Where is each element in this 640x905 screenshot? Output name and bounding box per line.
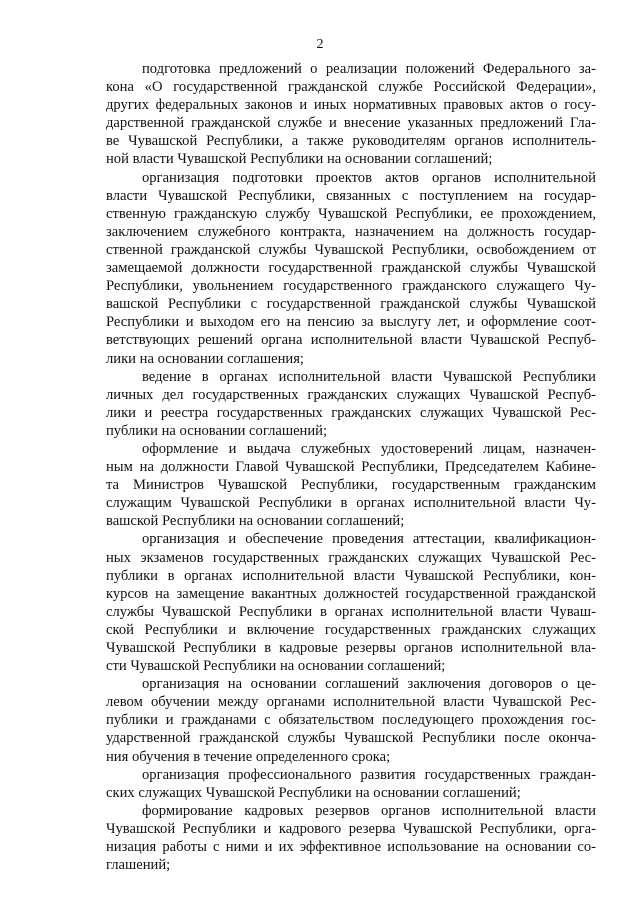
text-line: ным на должности Главой Чувашской Республики, Председателем Кабине- bbox=[106, 459, 596, 476]
text-line: ских служащих Чувашской Республики на основании соглашений; bbox=[106, 784, 521, 801]
text-line: курсов на замещение вакантных должностей государственной гражданской bbox=[106, 585, 596, 602]
text-line: сти Чувашской Республики на основании соглашений; bbox=[106, 658, 446, 675]
text-line: личных дел государственных гражданских служащих Чувашской Респуб- bbox=[106, 386, 596, 403]
paragraph bbox=[106, 368, 596, 440]
text-line: организация и обеспечение проведения аттестации, квалификацион- bbox=[142, 531, 596, 548]
text-line: Республики, увольнением государственного гражданского служащего Чу- bbox=[106, 278, 596, 295]
text-line: Чувашской Республики в кадровые резервы органов исполнительной вла- bbox=[106, 640, 596, 656]
paragraph bbox=[106, 60, 596, 169]
text-line: кона «О государственной гражданской службе Российской Федерации», bbox=[106, 79, 596, 96]
text-line: публики на основании соглашений; bbox=[106, 422, 328, 439]
paragraph bbox=[106, 169, 596, 368]
text-line: ных экзаменов государственных гражданских служащих Чувашской Рес- bbox=[106, 549, 596, 566]
text-line: ственной гражданской службы Чувашской Республики, освобождением от bbox=[106, 241, 596, 258]
text-line: левом обучении между органами исполнительной власти Чувашской Рес- bbox=[106, 694, 596, 711]
text-line: ве Чувашской Республики, а также руководителям органов исполнитель- bbox=[106, 133, 596, 150]
text-line: власти Чувашской Республики, связанных с поступлением на государ- bbox=[106, 187, 596, 204]
page-number: 2 bbox=[316, 37, 324, 52]
paragraph bbox=[106, 530, 596, 675]
paragraph bbox=[106, 766, 596, 802]
text-line: организация подготовки проектов актов органов исполнительной bbox=[142, 169, 596, 186]
text-line: низация работы с ними и их эффективное использование на основании со- bbox=[106, 839, 596, 856]
text-line: организация профессионального развития государственных граждан- bbox=[142, 766, 596, 783]
document-body bbox=[106, 60, 596, 874]
text-line: службы Чувашской Республики в органах исполнительной власти Чуваш- bbox=[106, 603, 596, 620]
text-line: дарственной гражданской службе и внесение указанных предложений Гла- bbox=[106, 115, 596, 132]
text-line: глашений; bbox=[106, 857, 171, 874]
text-line: та Министров Чувашской Республики, государственным гражданским bbox=[106, 477, 596, 494]
text-line: ной власти Чувашской Республики на основании соглашений; bbox=[106, 151, 493, 168]
text-line: ударственной гражданской службы Чувашской Республики после оконча- bbox=[106, 730, 596, 747]
text-line: ведение в органах исполнительной власти Чувашской Республики bbox=[142, 368, 596, 385]
text-line: других федеральных законов и иных нормативных правовых актов о госу- bbox=[106, 97, 596, 114]
text-line: оформление и выдача служебных удостоверений лицам, назначен- bbox=[142, 440, 596, 457]
text-line: лики на основании соглашения; bbox=[106, 350, 304, 367]
text-line: ветствующих решений органа исполнительной власти Чувашской Респуб- bbox=[106, 332, 596, 349]
text-line: ской Республики и включение государственных гражданских служащих bbox=[106, 621, 596, 638]
text-line: публики в органах исполнительной власти Чувашской Республики, кон- bbox=[106, 567, 596, 584]
text-line: заключением служебного контракта, назначением на должность государ- bbox=[106, 223, 596, 240]
text-line: лики и реестра государственных гражданских служащих Чувашской Рес- bbox=[106, 404, 596, 421]
text-line: ственную гражданскую службу Чувашской Республики, ее прохождением, bbox=[106, 205, 596, 222]
paragraph bbox=[106, 675, 596, 765]
text-line: вашской Республики с государственной гражданской службы Чувашской bbox=[106, 296, 596, 313]
paragraph bbox=[106, 440, 596, 530]
text-line: формирование кадровых резервов органов исполнительной власти bbox=[142, 802, 596, 819]
text-line: подготовка предложений о реализации положений Федерального за- bbox=[142, 61, 596, 77]
paragraph bbox=[106, 802, 596, 874]
text-line: публики и гражданами с обязательством последующего прохождения гос- bbox=[106, 712, 596, 729]
text-line: вашской Республики на основании соглашений; bbox=[106, 513, 405, 530]
text-line: организация на основании соглашений заключения договоров о це- bbox=[142, 676, 596, 693]
text-line: Чувашской Республики и кадрового резерва Чувашской Республики, орга- bbox=[106, 820, 596, 837]
text-line: замещаемой должности государственной гражданской службы Чувашской bbox=[106, 260, 596, 277]
text-line: ния обучения в течение определенного срока; bbox=[106, 748, 391, 765]
text-line: Республики и выходом его на пенсию за выслугу лет, и оформление соот- bbox=[106, 314, 596, 331]
text-line: служащим Чувашской Республики в органах исполнительной власти Чу- bbox=[106, 495, 596, 512]
